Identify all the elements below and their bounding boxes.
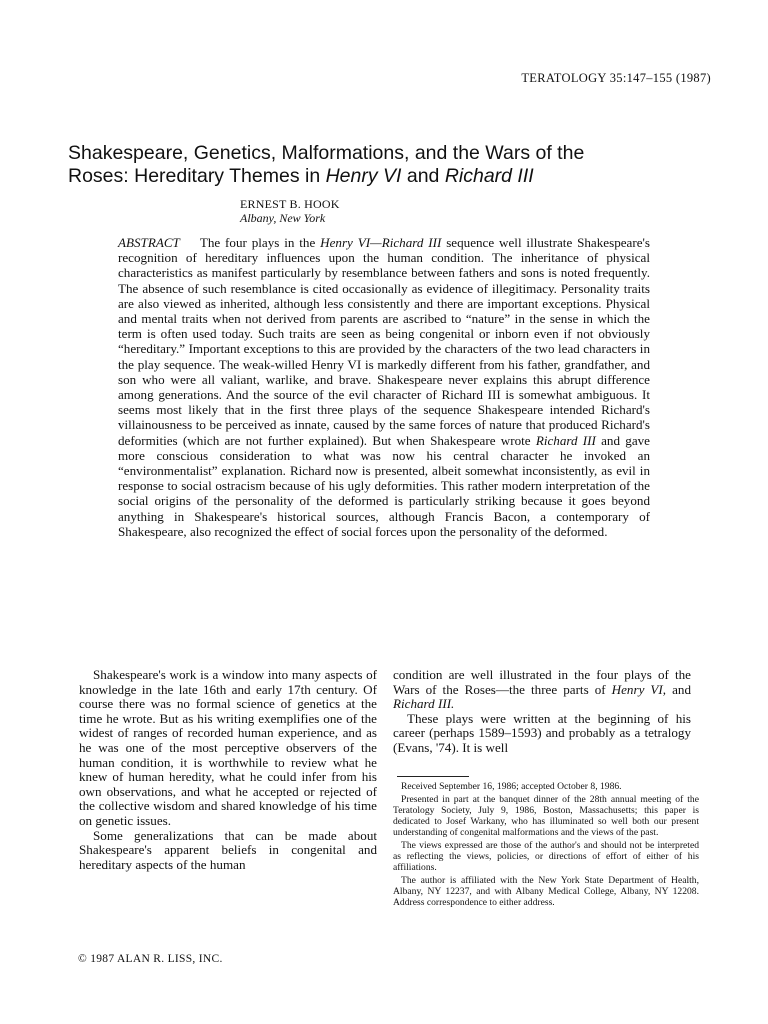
abstract-text-3: and gave more conscious consideration to what was now his central character he invoked an “environmentalist” explanation. Richard now is presented, albeit somewhat inconsistently, as evil in response to social ostracism because of his ugly deformities. This rather modern interpretation of the social origins of the personality of the deformed is particularly striking because it goes beyond anything in Shakespeare's historical sources, although Francis Bacon, a contemporary of Shakespeare, also recognized the effect of social forces upon the personality of the deformed. bbox=[118, 432, 650, 539]
author-name: ERNEST B. HOOK bbox=[240, 197, 340, 211]
abstract-em-1: Henry VI—Richard III bbox=[320, 235, 442, 250]
body-text: condition are well illustrated in the four plays of the Wars of the Roses—the three parts of bbox=[393, 667, 691, 697]
copyright-notice: © 1987 ALAN R. LISS, INC. bbox=[78, 953, 223, 965]
footnote-presented: Presented in part at the banquet dinner of the 28th annual meeting of the Teratology Society, July 9, 1986, Boston, Massachusetts; this paper is dedicated to Josef Warkany, who has illuminated so well both our present understanding of congenital malformations and the views of the past. bbox=[393, 794, 699, 838]
body-paragraph: Shakespeare's work is a window into many aspects of knowledge in the late 16th and early 17th century. Of course there was no formal science of genetics at the time he wrote. But as his writing exemplifies one of the widest of ranges of recorded human experience, and as he was one of the most perceptive observers of the human condition, it is worthwhile to review what he knew of human heredity, what he could infer from his own observations, and what he accepted or rejected of the collective wisdom and shared knowledge of his time on genetic issues. bbox=[79, 667, 377, 828]
author-affiliation: Albany, New York bbox=[240, 211, 326, 225]
body-column-left bbox=[79, 668, 377, 872]
body-column-right bbox=[393, 668, 691, 756]
body-em-richard-iii: Richard III. bbox=[393, 696, 455, 712]
footnote-divider bbox=[397, 776, 469, 777]
abstract bbox=[118, 235, 650, 539]
author-block bbox=[240, 197, 340, 225]
abstract-label: ABSTRACT bbox=[118, 235, 180, 250]
title-line-2-text: Roses: Hereditary Themes in bbox=[68, 165, 326, 187]
abstract-text-2: sequence well illustrate Shakespeare's recognition of hereditary influences upon the human condition. The inheritance of physical characteristics as manifest particularly by resemblance between fathers and sons is noted frequently. The absence of such resemblance is cited occasionally as evidence of illegitimacy. Personality traits are also viewed as inherited, although less consistently and there are important exceptions. Physical and mental traits when not derived from parents are ascribed to “nature” in the sense in which the term is often used today. Such traits are seen as being congenital or inborn even if not obviously “hereditary.” Important exceptions to this are provided by the characters of the two lead characters in the play sequence. The weak-willed Henry VI is markedly different from his father, grandfather, and son who were all valiant, warlike, and brave. Shakespeare never explains this abrupt difference among generations. And the source of the evil character of Richard III is somewhat ambiguous. It seems most likely that in the first three plays of the sequence Shakespeare intended Richard's villainousness to be perceived as innate, caused by the same forces of nature that produced Richard's deformities (which are not further explained). But when Shakespeare wrote bbox=[118, 235, 650, 448]
body-em-henry-vi: Henry VI, bbox=[611, 681, 667, 697]
footnote-received: Received September 16, 1986; accepted October 8, 1986. bbox=[401, 781, 622, 792]
body-paragraph bbox=[393, 668, 691, 712]
article-title bbox=[68, 142, 708, 188]
footnote-affiliation: The author is affiliated with the New York State Department of Health, Albany, NY 12237, and with Albany Medical College, Albany, NY 12208. Address correspondence to either address. bbox=[393, 875, 699, 908]
title-henry-vi: Henry VI bbox=[325, 165, 402, 187]
title-and: and bbox=[401, 165, 445, 187]
footnote-views: The views expressed are those of the author's and should not be interpreted as reflecting the views, policies, or directions of effort of either of his affiliations. bbox=[393, 840, 699, 873]
title-richard-iii: Richard III bbox=[444, 165, 534, 187]
journal-citation: TERATOLOGY 35:147–155 (1987) bbox=[521, 71, 711, 85]
footnotes bbox=[393, 781, 699, 910]
abstract-text-1: The four plays in the bbox=[199, 235, 321, 250]
body-text: and bbox=[666, 681, 692, 697]
body-paragraph: Some generalizations that can be made about Shakespeare's apparent beliefs in congenital and hereditary aspects of the human bbox=[79, 827, 377, 872]
body-paragraph: These plays were written at the beginning of his career (perhaps 1589–1593) and probably as a tetralogy (Evans, '74). It is well bbox=[393, 710, 691, 755]
title-line-1: Shakespeare, Genetics, Malformations, and the Wars of the bbox=[68, 142, 585, 164]
abstract-em-2: Richard III bbox=[535, 432, 596, 448]
